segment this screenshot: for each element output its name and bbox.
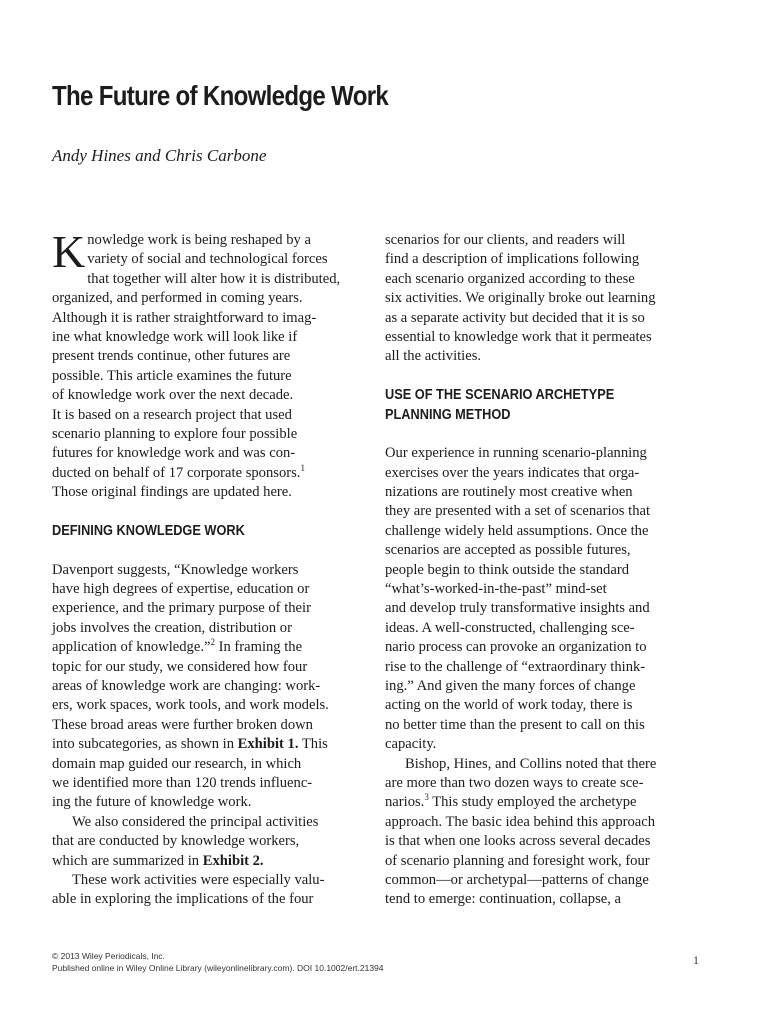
body-line: able in exploring the implications of the four — [52, 891, 314, 908]
body-line: and develop truly transformative insights and — [385, 600, 650, 617]
footnote-ref: 1 — [300, 462, 305, 473]
body-line: essential to knowledge work that it permeates — [385, 328, 652, 345]
body-line: nowledge work is being reshaped by a — [87, 232, 311, 248]
drop-cap: K — [52, 226, 86, 277]
body-line: are more than two dozen ways to create sce- — [385, 774, 644, 791]
body-line: futures for knowledge work and was con- — [52, 445, 296, 462]
body-line: is that when one looks across several decades — [385, 833, 651, 850]
body-line: they are presented with a set of scenarios that — [385, 503, 651, 520]
body-text: This study employed the archetype — [428, 794, 637, 811]
body-text: which are summarized in — [52, 852, 203, 869]
right-column — [385, 231, 707, 910]
body-line: no better time than the present to call on this — [385, 716, 645, 733]
body-line: six activities. We originally broke out learning — [385, 290, 656, 307]
body-line: These broad areas were further broken down — [52, 716, 313, 733]
section-heading: PLANNING METHOD — [385, 406, 511, 423]
body-line: Davenport suggests, “Knowledge workers — [52, 561, 299, 578]
body-line: variety of social and technological forces — [87, 251, 328, 268]
body-text: ducted on behalf of 17 corporate sponsors. — [52, 464, 301, 481]
body-line-with-note — [52, 638, 374, 657]
body-line: We also considered the principal activities — [72, 813, 319, 830]
body-line: scenarios are accepted as possible futures, — [385, 542, 631, 559]
body-line-with-exhibit — [52, 735, 374, 754]
body-text: narios. — [385, 794, 425, 811]
body-line-with-note — [52, 464, 374, 483]
section-heading: DEFINING KNOWLEDGE WORK — [52, 522, 245, 539]
body-line: scenario planning to explore four possible — [52, 425, 298, 442]
body-line: ine what knowledge work will look like if — [52, 328, 298, 345]
body-line: experience, and the primary purpose of their — [52, 600, 311, 617]
body-line: we identified more than 120 trends influenc- — [52, 774, 313, 791]
body-line: scenarios for our clients, and readers will — [385, 232, 626, 248]
body-line: of scenario planning and foresight work, four — [385, 852, 650, 869]
body-text: application of knowledge.” — [52, 639, 211, 656]
article-authors: Andy Hines and Chris Carbone — [52, 146, 267, 165]
body-line: present trends continue, other futures are — [52, 348, 291, 365]
body-line: capacity. — [385, 736, 437, 753]
body-line: organized, and performed in coming years. — [52, 290, 303, 307]
copyright-notice: © 2013 Wiley Periodicals, Inc. — [52, 951, 166, 961]
body-line: that together will alter how it is distributed, — [87, 270, 341, 287]
body-line: “what’s-worked-in-the-past” mind-set — [385, 581, 607, 598]
body-text: This — [298, 736, 328, 753]
body-line: common—or archetypal—patterns of change — [385, 871, 649, 888]
body-line: areas of knowledge work are changing: work- — [52, 677, 321, 694]
footnote-ref: 2 — [210, 637, 215, 648]
exhibit-reference: Exhibit 2. — [202, 852, 264, 869]
body-line: Although it is rather straightforward to imag- — [52, 309, 317, 326]
continued-paragraph — [385, 231, 707, 367]
body-text: In framing the — [214, 639, 303, 656]
body-line: possible. This article examines the future — [52, 367, 292, 384]
body-line: ers, work spaces, work tools, and work models. — [52, 697, 329, 714]
section-heading: USE OF THE SCENARIO ARCHETYPE — [385, 387, 615, 404]
section-body — [385, 444, 707, 909]
body-line-with-exhibit — [52, 852, 374, 871]
body-text: into subcategories, as shown in — [52, 736, 238, 753]
exhibit-reference: Exhibit 1. — [237, 736, 299, 753]
page-footer — [52, 950, 384, 974]
body-line: people begin to think outside the standard — [385, 561, 629, 578]
body-line: Our experience in running scenario-planning — [385, 445, 647, 462]
body-line: approach. The basic idea behind this approach — [385, 813, 656, 830]
body-line: jobs involves the creation, distribution or — [52, 619, 292, 636]
body-line: ing the future of knowledge work. — [52, 794, 252, 811]
body-line: find a description of implications following — [385, 251, 640, 268]
body-line: ideas. A well-constructed, challenging sce- — [385, 619, 635, 636]
body-line: each scenario organized according to these — [385, 270, 635, 287]
footnote-ref: 3 — [424, 792, 429, 803]
body-line: acting on the world of work today, there is — [385, 697, 633, 714]
body-line: domain map guided our research, in which — [52, 755, 302, 772]
body-line: It is based on a research project that used — [52, 406, 292, 423]
body-line: Those original findings are updated here. — [52, 484, 292, 501]
body-line: challenge widely held assumptions. Once the — [385, 522, 649, 539]
body-line: ing.” And given the many forces of change — [385, 677, 636, 694]
section-body — [52, 561, 374, 910]
body-line: exercises over the years indicates that orga- — [385, 464, 640, 481]
body-line: nario process can provoke an organization to — [385, 639, 647, 656]
body-line: These work activities were especially valu- — [72, 871, 325, 888]
body-line: as a separate activity but decided that it is so — [385, 309, 645, 326]
intro-paragraph — [52, 226, 374, 502]
left-column — [52, 226, 374, 910]
publication-info: Published online in Wiley Online Library (wileyonlinelibrary.com). DOI 10.1002/ert.21394 — [52, 963, 384, 973]
body-line: tend to emerge: continuation, collapse, a — [385, 891, 621, 908]
body-line: Bishop, Hines, and Collins noted that there — [405, 755, 657, 772]
body-line: topic for our study, we considered how four — [52, 658, 308, 675]
page-number: 1 — [693, 953, 699, 967]
body-line: of knowledge work over the next decade. — [52, 387, 294, 404]
body-line: have high degrees of expertise, education or — [52, 581, 310, 598]
article-title: The Future of Knowledge Work — [52, 80, 389, 111]
body-line: nizations are routinely most creative when — [385, 484, 633, 501]
body-line: that are conducted by knowledge workers, — [52, 833, 300, 850]
body-line: all the activities. — [385, 348, 482, 365]
body-line-with-note — [385, 793, 707, 812]
body-line: rise to the challenge of “extraordinary think- — [385, 658, 646, 675]
